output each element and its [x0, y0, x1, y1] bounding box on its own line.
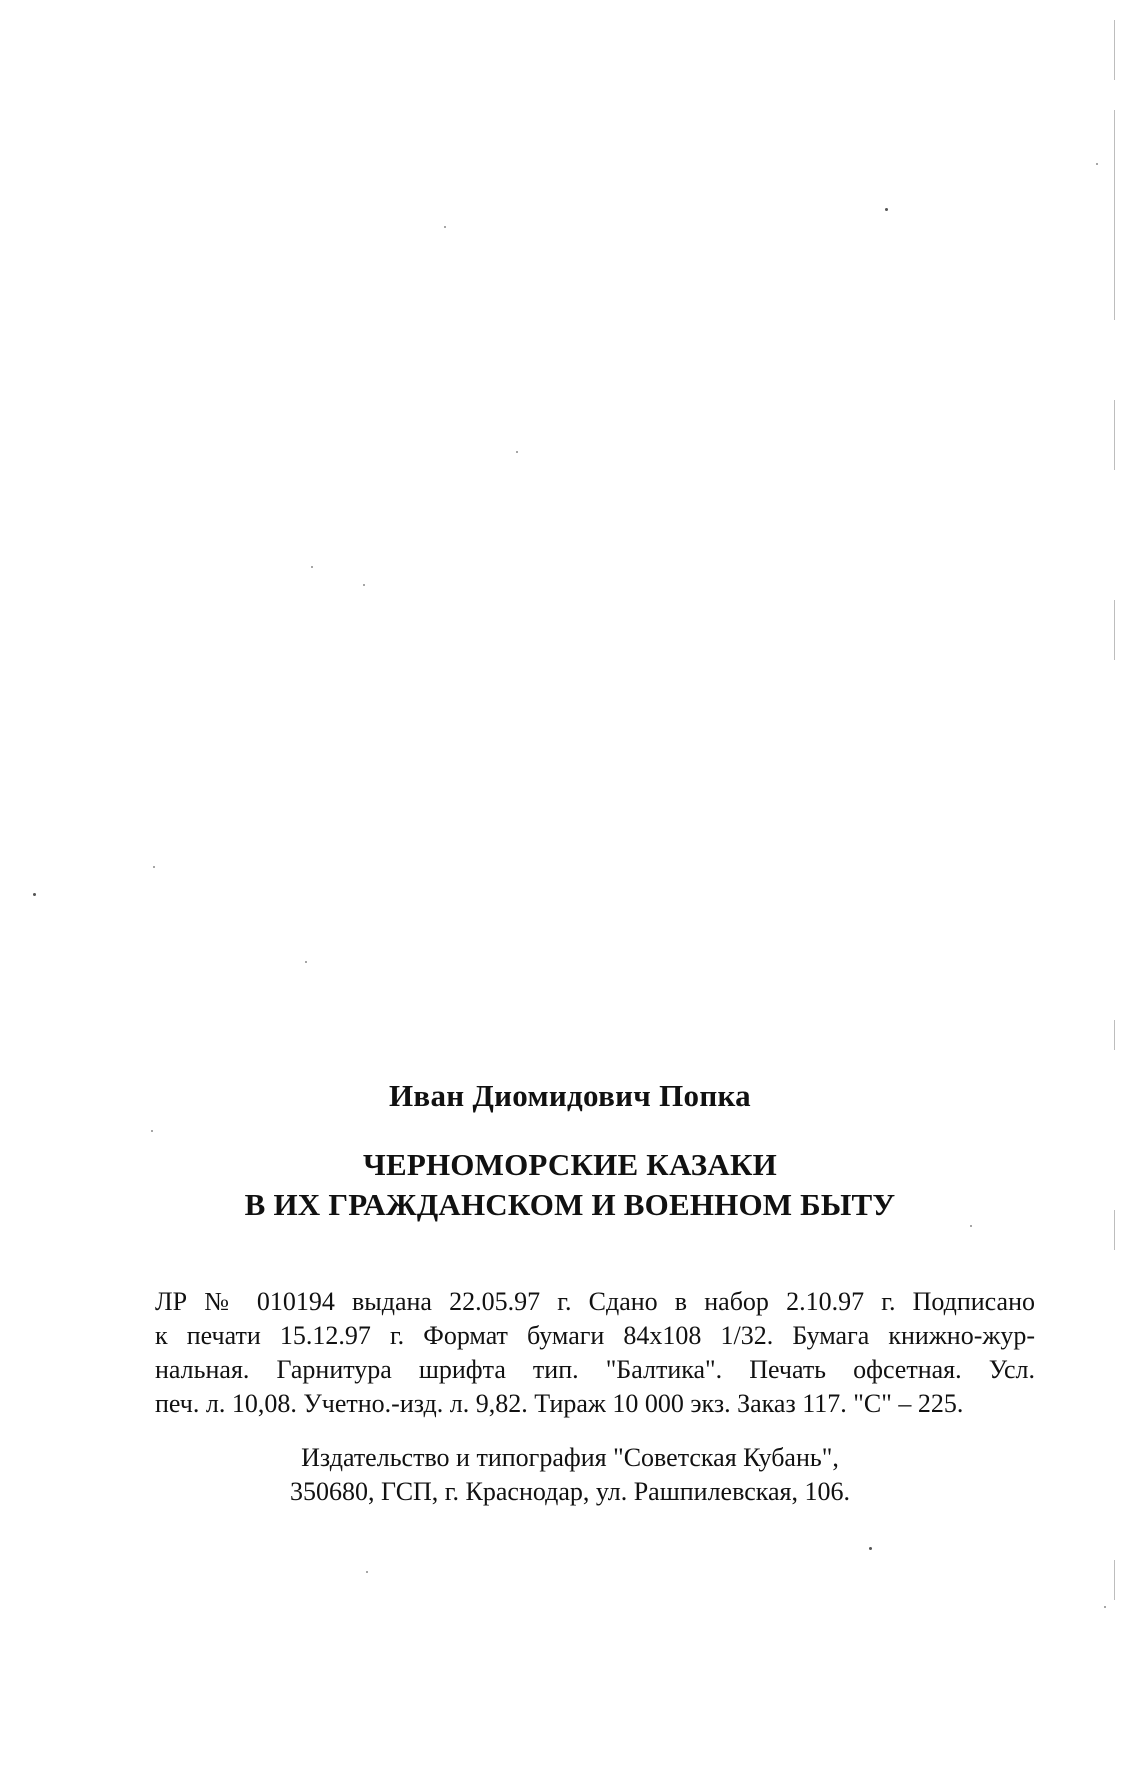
- scan-edge-line: [1114, 400, 1115, 470]
- scan-speck: [516, 451, 518, 453]
- publisher-line: Издательство и типография "Советская Кубань",: [301, 1443, 839, 1472]
- scan-edge-line: [1114, 1020, 1115, 1050]
- book-title-line: В ИХ ГРАЖДАНСКОМ И ВОЕННОМ БЫТУ: [244, 1187, 896, 1222]
- scan-edge-line: [1114, 600, 1115, 660]
- scan-speck: [153, 866, 155, 868]
- scan-edge-line: [1114, 20, 1115, 80]
- scan-speck: [1104, 1606, 1106, 1608]
- scan-speck: [444, 226, 446, 228]
- scan-speck: [970, 1225, 972, 1227]
- scan-speck: [1096, 163, 1098, 165]
- scan-speck: [363, 584, 365, 586]
- scan-speck: [366, 1571, 368, 1573]
- book-title: [0, 1145, 1140, 1225]
- imprint-line: ЛР № 010194 выдана 22.05.97 г. Сдано в набор 2.10.97 г. Подписано: [155, 1287, 1035, 1316]
- book-title-line: ЧЕРНОМОРСКИЕ КАЗАКИ: [363, 1147, 777, 1182]
- publisher-address: 350680, ГСП, г. Краснодар, ул. Рашпилевская, 106.: [290, 1477, 850, 1506]
- scan-speck: [885, 208, 888, 211]
- publisher-info: [0, 1441, 1140, 1509]
- imprint-details: [155, 1285, 1035, 1421]
- scan-speck: [305, 961, 307, 963]
- imprint-line: нальная. Гарнитура шрифта тип. "Балтика". Печать офсетная. Усл.: [155, 1355, 1035, 1384]
- scan-edge-line: [1114, 1560, 1115, 1600]
- scan-speck: [869, 1547, 872, 1550]
- author-name: Иван Диомидович Попка: [389, 1078, 751, 1113]
- scan-speck: [33, 893, 36, 896]
- scan-speck: [311, 566, 313, 568]
- scan-speck: [151, 1130, 153, 1132]
- imprint-line: печ. л. 10,08. Учетно.-изд. л. 9,82. Тираж 10 000 экз. Заказ 117. "С" – 225.: [155, 1389, 964, 1418]
- imprint-line: к печати 15.12.97 г. Формат бумаги 84х108 1/32. Бумага книжно-жур-: [155, 1321, 1035, 1350]
- scan-edge-line: [1114, 110, 1115, 320]
